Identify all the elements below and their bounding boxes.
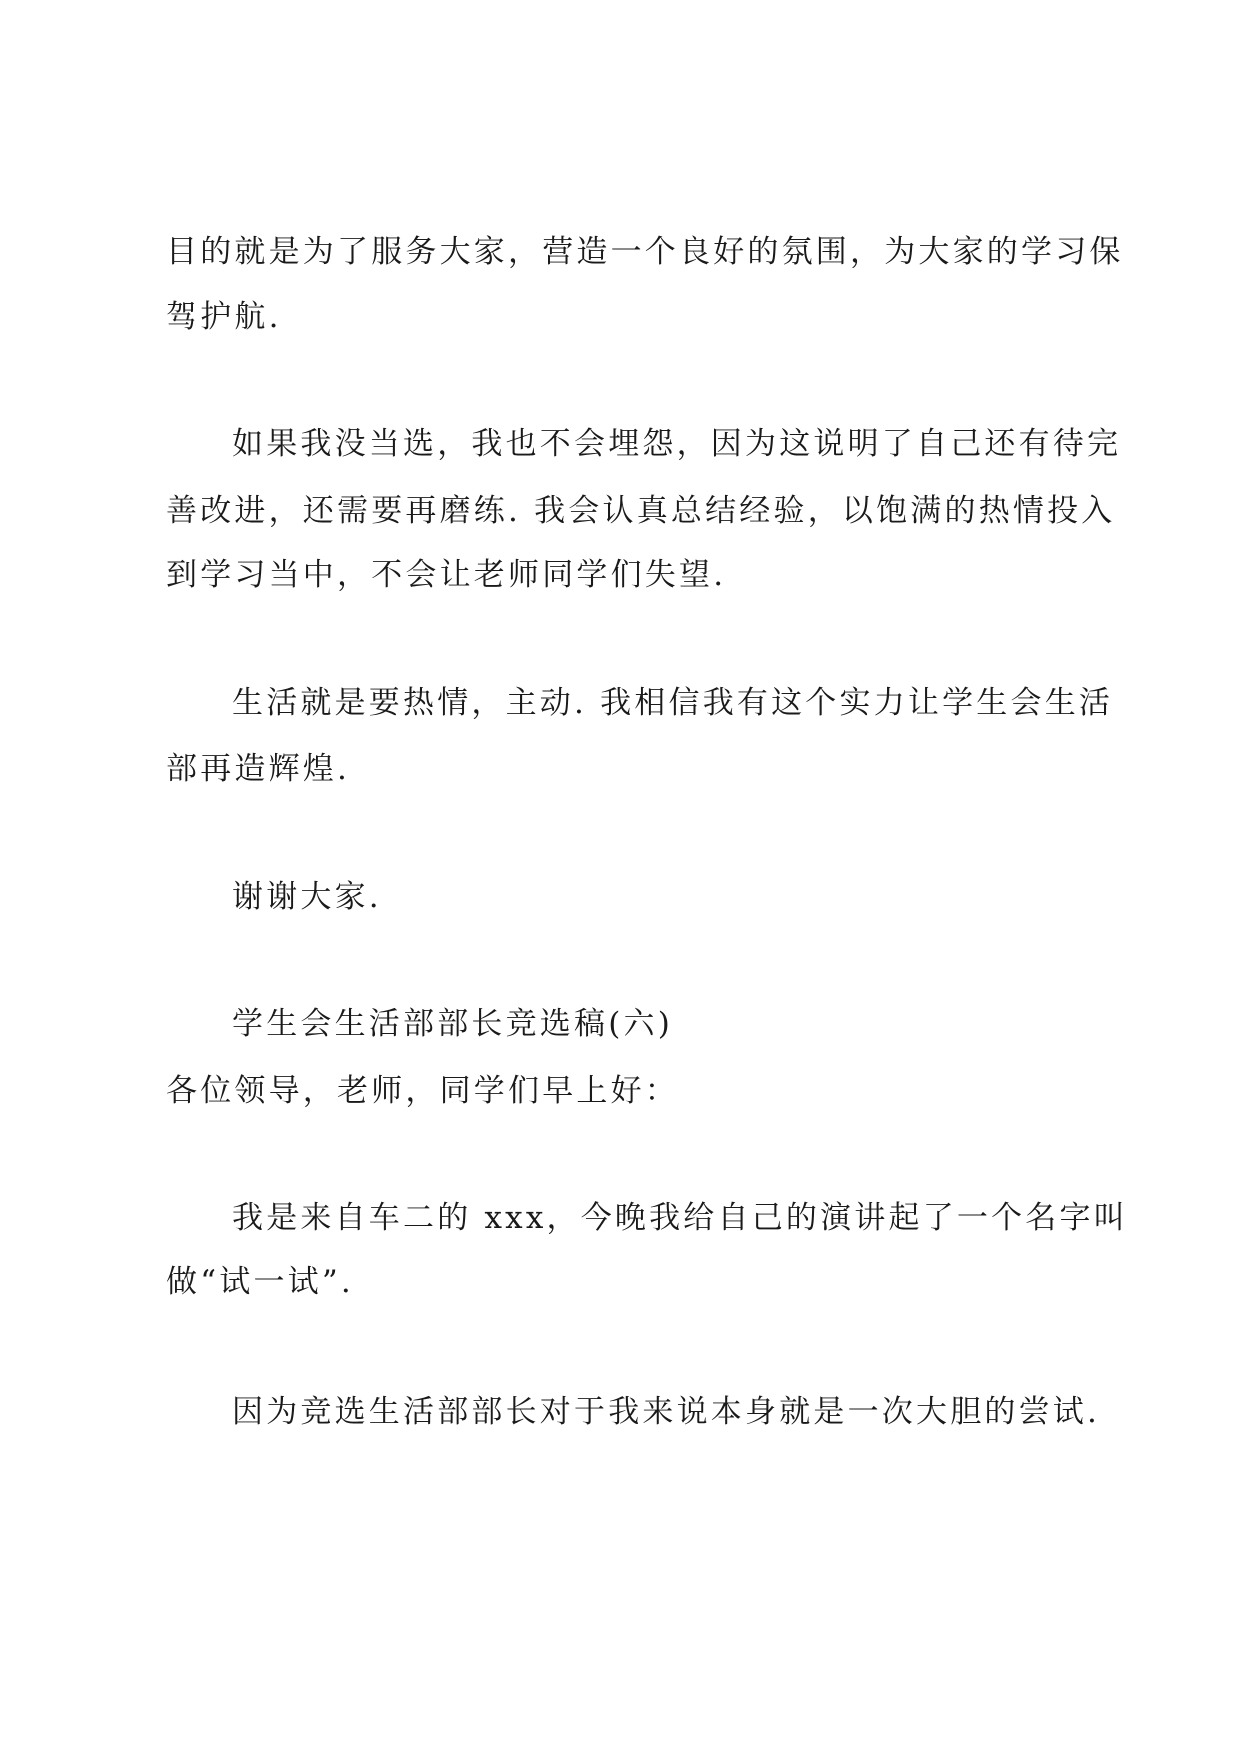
- paragraph-line: 生活就是要热情，主动. 我相信我有这个实力让学生会生活: [232, 685, 1114, 721]
- paragraph-line: 谢谢大家.: [232, 879, 382, 915]
- paragraph-line: 部再造辉煌.: [166, 751, 351, 787]
- paragraph-line: 到学习当中，不会让老师同学们失望.: [166, 557, 727, 593]
- salutation: 各位领导，老师，同学们早上好：: [166, 1073, 679, 1109]
- paragraph-line: 如果我没当选，我也不会埋怨，因为这说明了自己还有待完: [232, 426, 1122, 462]
- paragraph-line: 善改进，还需要再磨练. 我会认真总结经验，以饱满的热情投入: [166, 493, 1116, 529]
- paragraph-line: 驾护航.: [166, 299, 282, 335]
- paragraph-line: 做“试一试”.: [166, 1264, 354, 1300]
- paragraph-line: 我是来自车二的 xxx，今晚我给自己的演讲起了一个名字叫: [232, 1200, 1128, 1236]
- section-title: 学生会生活部部长竞选稿(六): [232, 1006, 673, 1042]
- paragraph-line: 因为竞选生活部部长对于我来说本身就是一次大胆的尝试.: [232, 1394, 1101, 1430]
- paragraph-line: 目的就是为了服务大家，营造一个良好的氛围，为大家的学习保: [166, 234, 1124, 270]
